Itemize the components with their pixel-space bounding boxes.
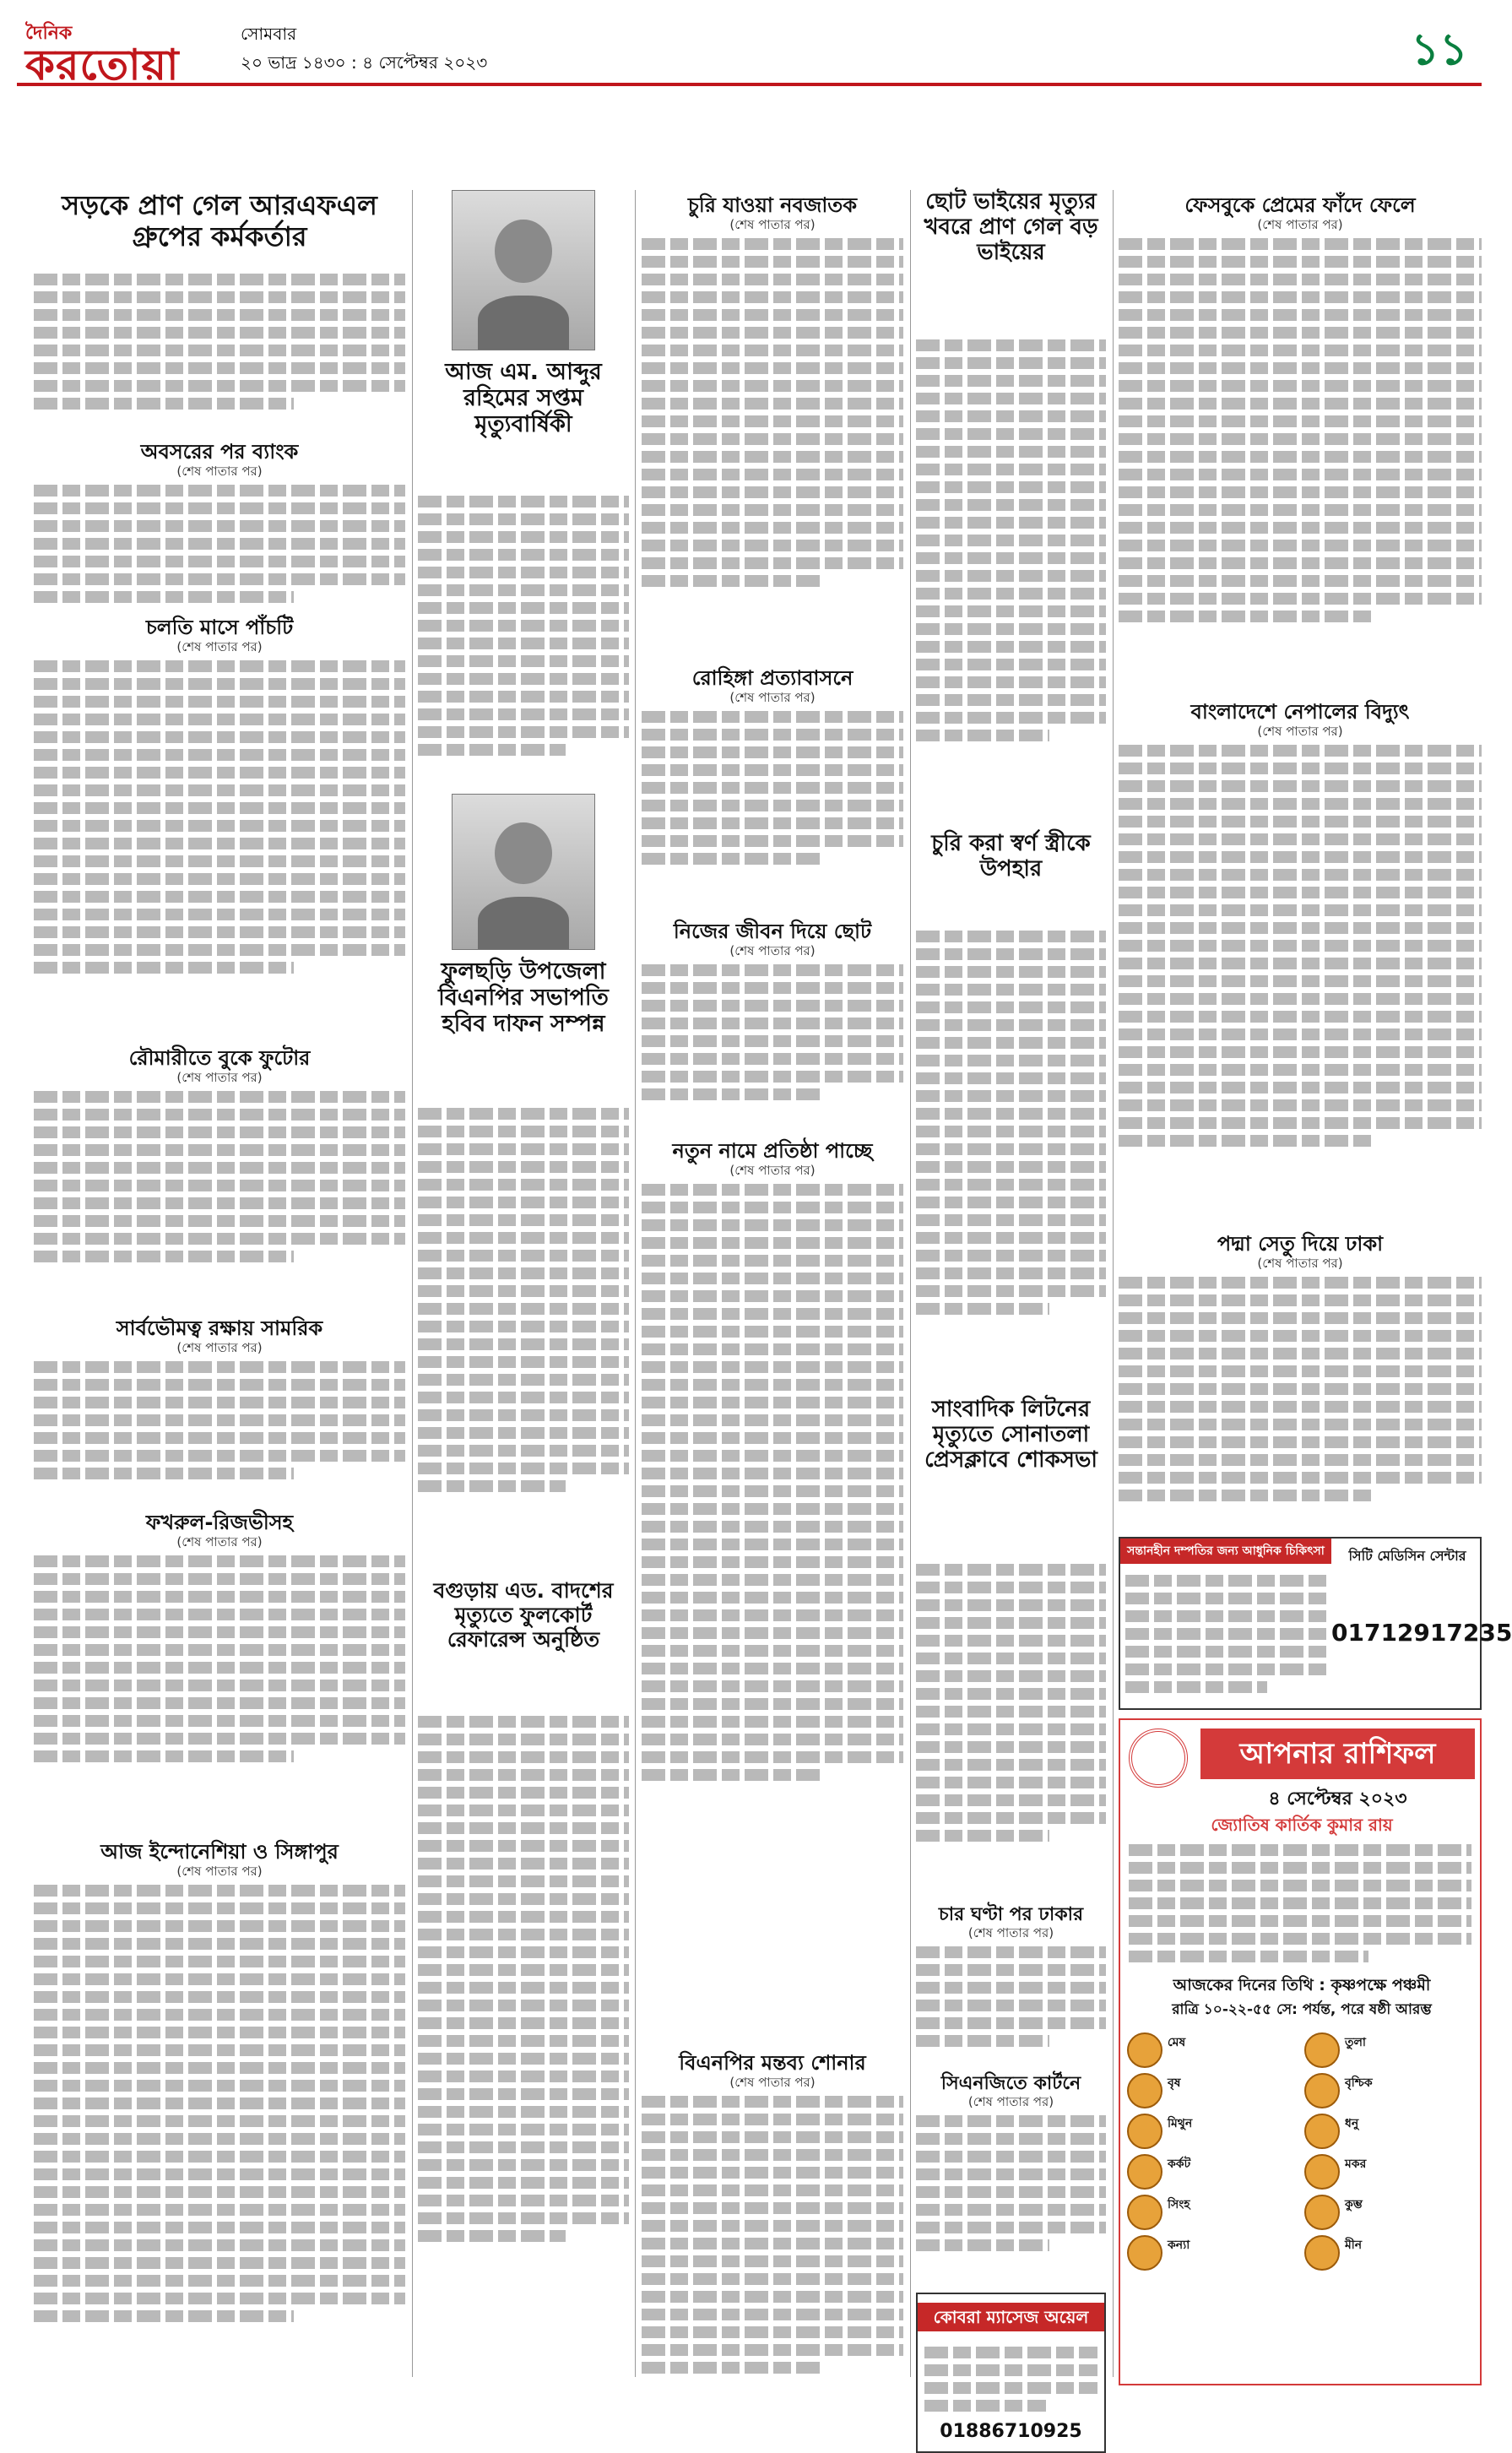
- ad-band: কোবরা ম্যাসেজ অয়েল: [918, 2303, 1104, 2331]
- article-body: [34, 1085, 405, 1268]
- zodiac-sign-icon: [1304, 2114, 1340, 2149]
- column-2: [418, 190, 629, 2385]
- headline-fakhrul: ফখরুল-রিজভীসহ: [145, 1511, 294, 1534]
- headline-journalist-liton: সাংবাদিক লিটনের মৃত্যুতে সোনাতলা প্রেসক্লাবে শোকসভা: [924, 1397, 1097, 1473]
- article-body: [1119, 739, 1482, 1153]
- headline-sovereignty: সার্বভৌমত্ব রক্ষায় সামরিক: [116, 1316, 323, 1340]
- headline-rohingya: রোহিঙ্গা প্রত্যাবাসনে: [691, 666, 854, 690]
- headline-nepal-power: বাংলাদেশে নেপালের বিদ্যুৎ: [1190, 700, 1410, 724]
- article-body: [34, 1879, 405, 2328]
- continued-label: (শেষ পাতার পর): [1257, 217, 1343, 232]
- article-body: [34, 1355, 405, 1485]
- zodiac-entry: কুম্ভ: [1304, 2195, 1477, 2230]
- article-body: [642, 958, 903, 1106]
- headline-indonesia: আজ ইন্দোনেশিয়া ও সিঙ্গাপুর: [100, 1840, 339, 1864]
- continued-label: (শেষ পাতার পর): [729, 690, 816, 705]
- continued-label: (শেষ পাতার পর): [1257, 1256, 1343, 1271]
- zodiac-sign-icon: [1304, 2235, 1340, 2271]
- zodiac-sign-icon: [1127, 2154, 1162, 2190]
- continued-label: (শেষ পাতার পর): [729, 1163, 816, 1178]
- continued-label: (শেষ পাতার পর): [176, 1340, 263, 1355]
- column-3: [642, 190, 903, 2385]
- zodiac-sign-icon: [1127, 2195, 1162, 2230]
- article-body: [34, 479, 405, 609]
- zodiac-sign-icon: [1304, 2032, 1340, 2068]
- date-line: ২০ ভাদ্র ১৪৩০ : ৪ সেপ্টেম্বর ২০২৩: [241, 52, 488, 73]
- zodiac-sign-icon: [1127, 2032, 1162, 2068]
- column-5: [1119, 190, 1512, 2385]
- continued-label: (শেষ পাতার পর): [176, 1070, 263, 1085]
- zodiac-entry: সিংহ: [1127, 2195, 1300, 2230]
- headline-five: চলতি মাসে পাঁচটি: [145, 616, 294, 639]
- headline-own-life: নিজের জীবন দিয়ে ছোট: [673, 920, 872, 943]
- article-body: [34, 654, 405, 980]
- continued-label: (শেষ পাতার পর): [176, 1864, 263, 1879]
- zodiac-sign-icon: [1127, 2235, 1162, 2271]
- zodiac-sign-icon: [1304, 2073, 1340, 2108]
- column-divider: [1113, 190, 1114, 2377]
- horoscope-date: ৪ সেপ্টেম্বর ২০২৩: [1268, 1788, 1407, 1810]
- zodiac-entry: মীন: [1304, 2235, 1477, 2271]
- continued-label: (শেষ পাতার পর): [176, 1534, 263, 1549]
- day-name: সোমবার: [241, 24, 297, 44]
- zodiac-entry: বৃষ: [1127, 2073, 1300, 2108]
- article-body: [916, 1558, 1106, 1848]
- ad-title: সন্তানহীন দম্পতির জন্য আধুনিক চিকিৎসা: [1120, 1539, 1331, 1564]
- article-body: [418, 490, 629, 762]
- article-body: [916, 925, 1106, 1321]
- zodiac-wheel-icon: [1129, 1728, 1188, 1788]
- clinic-phone: 01712917235: [1331, 1619, 1512, 1647]
- article-body: [916, 2109, 1106, 2257]
- brand-small: দৈনিক: [25, 23, 73, 44]
- continued-label: (শেষ পাতার পর): [729, 943, 816, 958]
- headline-four-hours: চার ঘণ্টা পর ঢাকার: [938, 1904, 1084, 1925]
- headline-roumari: রৌমারীতে বুকে ফুটোর: [128, 1046, 311, 1070]
- column-divider: [635, 190, 636, 2377]
- zodiac-entry: তুলা: [1304, 2032, 1477, 2068]
- column-divider: [412, 190, 413, 2377]
- column-divider: [910, 190, 911, 2377]
- headline-bnp-comment: বিএনপির মন্তব্য শোনার: [679, 2051, 866, 2075]
- zodiac-grid: [1127, 2032, 1477, 2379]
- article-body: [418, 1102, 629, 1498]
- zodiac-entry: কর্কট: [1127, 2154, 1300, 2190]
- article-body: [1119, 1271, 1482, 1507]
- zodiac-entry: মকর: [1304, 2154, 1477, 2190]
- column-1: [34, 190, 405, 2385]
- tithi-time: রাত্রি ১০-২২-৫৫ সে: পর্যন্ত, পরে ষষ্ঠী আরম্ভ: [1172, 2001, 1432, 2018]
- headline-stolen-baby: চুরি যাওয়া নবজাতক: [687, 193, 858, 217]
- zodiac-entry: কন্যা: [1127, 2235, 1300, 2271]
- headline-bnp-president: ফুলছড়ি উপজেলা বিএনপির সভাপতি হবিব দাফন সম্পন্ন: [438, 958, 609, 1038]
- zodiac-sign-icon: [1304, 2195, 1340, 2230]
- article-body: [642, 232, 903, 593]
- page-number: ১১: [1411, 24, 1468, 75]
- portrait-photo: [452, 190, 595, 350]
- headline-bank: অবসরের পর ব্যাংক: [140, 440, 299, 464]
- continued-label: (শেষ পাতার পর): [729, 2075, 816, 2090]
- zodiac-sign-icon: [1304, 2154, 1340, 2190]
- continued-label: (শেষ পাতার পর): [729, 217, 816, 232]
- headline-stolen-gold: চুরি করা স্বর্ণ স্ত্রীকে উপহার: [931, 831, 1091, 882]
- article-body: [916, 1940, 1106, 2053]
- headline-full-court: বগুড়ায় এড. বাদশের মৃত্যুতে ফুলকোর্ট রেফারেন্স অনুষ্ঠিত: [433, 1578, 614, 1652]
- continued-label: (শেষ পাতার পর): [967, 1925, 1054, 1940]
- zodiac-entry: মেষ: [1127, 2032, 1300, 2068]
- continued-label: (শেষ পাতার পর): [176, 639, 263, 654]
- article-body: [642, 705, 903, 871]
- headline-rfl: সড়কে প্রাণ গেল আরএফএল গ্রুপের কর্মকর্তার: [62, 189, 377, 252]
- masthead: [17, 10, 1482, 86]
- article-body: [1119, 232, 1482, 628]
- zodiac-entry: বৃশ্চিক: [1304, 2073, 1477, 2108]
- zodiac-sign-icon: [1127, 2073, 1162, 2108]
- horoscope-section: [1119, 1718, 1482, 2385]
- ad-phone: 01886710925: [940, 2421, 1082, 2442]
- zodiac-entry: ধনু: [1304, 2114, 1477, 2149]
- brand-logo: করতোয়া: [25, 41, 180, 90]
- zodiac-col-left: [1127, 2032, 1300, 2276]
- article-body: [916, 334, 1106, 747]
- headline-new-name: নতুন নামে প্রতিষ্ঠা পাচ্ছে: [672, 1139, 873, 1163]
- headline-facebook-love: ফেসবুকে প্রেমের ফাঁদে ফেলে: [1184, 193, 1416, 217]
- headline-padma-bridge: পদ্মা সেতু দিয়ে ঢাকা: [1217, 1232, 1384, 1256]
- column-4: [916, 189, 1106, 2442]
- continued-label: (শেষ পাতার পর): [967, 2094, 1054, 2109]
- article-body: [418, 1710, 629, 2248]
- clinic-name: সিটি মেডিসিন সেন্টার: [1348, 1548, 1466, 1564]
- zodiac-sign-icon: [1127, 2114, 1162, 2149]
- portrait-photo: [452, 794, 595, 950]
- headline-brother-death: ছোট ভাইয়ের মৃত্যুর খবরে প্রাণ গেল বড় ভাইয়ের: [924, 189, 1098, 265]
- tithi-heading: আজকের দিনের তিথি : কৃষ্ণপক্ষে পঞ্চমী: [1173, 1976, 1431, 1994]
- massage-oil-ad: [916, 2293, 1106, 2453]
- headline-cng-carton: সিএনজিতে কার্টনে: [940, 2073, 1081, 2094]
- article-body: [642, 2090, 903, 2380]
- horoscope-author: জ্যোতিষ কার্তিক কুমার রায়: [1211, 1815, 1393, 1835]
- article-body: [642, 1178, 903, 1787]
- horoscope-header: আপনার রাশিফল: [1200, 1728, 1475, 1779]
- headline-anniversary: আজ এম. আব্দুর রহিমের সপ্তম মৃত্যুবার্ষিকী: [445, 359, 602, 438]
- article-body: [34, 268, 405, 437]
- zodiac-entry: মিথুন: [1127, 2114, 1300, 2149]
- continued-label: (শেষ পাতার পর): [1257, 724, 1343, 739]
- article-body: [34, 1549, 405, 1768]
- continued-label: (শেষ পাতার পর): [176, 464, 263, 479]
- zodiac-col-right: [1304, 2032, 1477, 2276]
- clinic-ad: [1119, 1537, 1512, 1710]
